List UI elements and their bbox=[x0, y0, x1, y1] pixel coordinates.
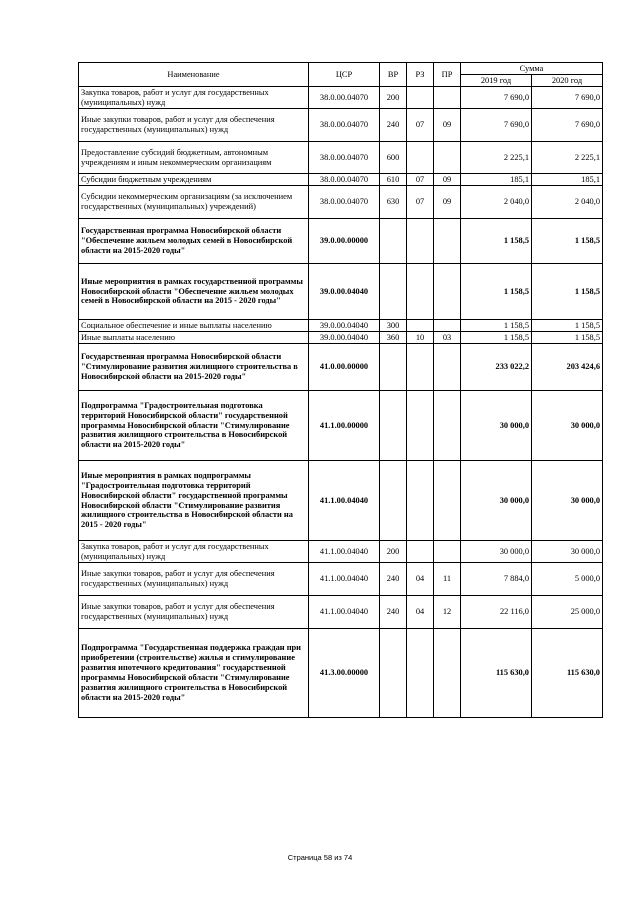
row-2020-value-cell: 30 000,0 bbox=[532, 461, 603, 541]
row-pr-cell: 09 bbox=[434, 186, 461, 219]
table-row bbox=[79, 344, 603, 391]
row-name-cell: Подпрограмма "Градостроительная подготовка территорий Новосибирской области" государственной программы Новосибирской области "Стимулирование развития жилищного строительства в Новосибирской области на 2015-2020 годы" bbox=[79, 391, 309, 461]
row-2019-value-cell: 7 690,0 bbox=[461, 109, 532, 142]
row-2020-value-cell: 185,1 bbox=[532, 174, 603, 186]
row-name-cell: Иные закупки товаров, работ и услуг для обеспечения государственных (муниципальных) нужд bbox=[79, 596, 309, 629]
row-vr-cell bbox=[380, 264, 407, 320]
row-vr-cell bbox=[380, 219, 407, 264]
row-csr-cell: 41.1.00.04040 bbox=[309, 541, 380, 563]
row-rz-cell: 10 bbox=[407, 332, 434, 344]
row-name-cell: Социальное обеспечение и иные выплаты населению bbox=[79, 320, 309, 332]
row-rz-cell bbox=[407, 219, 434, 264]
row-pr-cell: 03 bbox=[434, 332, 461, 344]
table-row bbox=[79, 320, 603, 332]
row-csr-cell: 38.0.00.04070 bbox=[309, 109, 380, 142]
table-row bbox=[79, 461, 603, 541]
row-2020-value-cell: 115 630,0 bbox=[532, 629, 603, 718]
row-2020-value-cell: 30 000,0 bbox=[532, 541, 603, 563]
table-row bbox=[79, 391, 603, 461]
row-csr-cell: 39.0.00.00000 bbox=[309, 219, 380, 264]
row-name-cell: Закупка товаров, работ и услуг для государственных (муниципальных) нужд bbox=[79, 87, 309, 109]
row-name-cell: Субсидии бюджетным учреждениям bbox=[79, 174, 309, 186]
row-name-cell: Иные закупки товаров, работ и услуг для обеспечения государственных (муниципальных) нужд bbox=[79, 109, 309, 142]
table-row bbox=[79, 109, 603, 142]
row-2019-value-cell: 185,1 bbox=[461, 174, 532, 186]
table-row bbox=[79, 541, 603, 563]
row-csr-cell: 41.1.00.04040 bbox=[309, 596, 380, 629]
row-2019-value-cell: 7 690,0 bbox=[461, 87, 532, 109]
row-2019-value-cell: 1 158,5 bbox=[461, 264, 532, 320]
table-row bbox=[79, 264, 603, 320]
table-row bbox=[79, 219, 603, 264]
row-2019-value-cell: 30 000,0 bbox=[461, 541, 532, 563]
row-name-cell: Иные выплаты населению bbox=[79, 332, 309, 344]
row-pr-cell bbox=[434, 629, 461, 718]
row-2020-value-cell: 1 158,5 bbox=[532, 320, 603, 332]
row-2019-value-cell: 2 040,0 bbox=[461, 186, 532, 219]
row-vr-cell: 200 bbox=[380, 541, 407, 563]
header-csr: ЦСР bbox=[309, 63, 380, 87]
row-pr-cell bbox=[434, 264, 461, 320]
row-2020-value-cell: 1 158,5 bbox=[532, 332, 603, 344]
row-2020-value-cell: 5 000,0 bbox=[532, 563, 603, 596]
row-vr-cell: 200 bbox=[380, 87, 407, 109]
row-vr-cell: 240 bbox=[380, 109, 407, 142]
row-csr-cell: 39.0.00.04040 bbox=[309, 332, 380, 344]
row-name-cell: Государственная программа Новосибирской области "Стимулирование развития жилищного строительства в Новосибирской области на 2015-2020 годы" bbox=[79, 344, 309, 391]
table-row bbox=[79, 142, 603, 174]
row-2020-value-cell: 2 225,1 bbox=[532, 142, 603, 174]
header-vr: ВР bbox=[380, 63, 407, 87]
header-year-2020: 2020 год bbox=[532, 75, 603, 87]
row-2020-value-cell: 25 000,0 bbox=[532, 596, 603, 629]
row-vr-cell: 600 bbox=[380, 142, 407, 174]
row-vr-cell: 300 bbox=[380, 320, 407, 332]
table-row bbox=[79, 87, 603, 109]
row-csr-cell: 39.0.00.04040 bbox=[309, 264, 380, 320]
row-pr-cell bbox=[434, 391, 461, 461]
row-csr-cell: 41.1.00.04040 bbox=[309, 563, 380, 596]
table-body bbox=[79, 87, 603, 718]
row-rz-cell: 07 bbox=[407, 186, 434, 219]
row-rz-cell bbox=[407, 142, 434, 174]
row-csr-cell: 38.0.00.04070 bbox=[309, 87, 380, 109]
table-row bbox=[79, 174, 603, 186]
row-name-cell: Государственная программа Новосибирской области "Обеспечение жильем молодых семей в Новосибирской области на 2015-2020 годы" bbox=[79, 219, 309, 264]
row-rz-cell: 04 bbox=[407, 596, 434, 629]
row-csr-cell: 38.0.00.04070 bbox=[309, 186, 380, 219]
row-rz-cell: 07 bbox=[407, 109, 434, 142]
row-name-cell: Подпрограмма "Государственная поддержка граждан при приобретении (строительстве) жилья и стимулирование развития ипотечного кредитования" государственной программы Новосибирской области "Стимулирование развития жилищного строительства в Новосибирской области на 2015-2020 годы" bbox=[79, 629, 309, 718]
row-rz-cell bbox=[407, 629, 434, 718]
row-pr-cell: 12 bbox=[434, 596, 461, 629]
header-pr: ПР bbox=[434, 63, 461, 87]
row-vr-cell bbox=[380, 461, 407, 541]
table-row bbox=[79, 596, 603, 629]
header-name: Наименование bbox=[79, 63, 309, 87]
page-number: Страница 58 из 74 bbox=[287, 853, 353, 862]
row-name-cell: Субсидии некоммерческим организациям (за исключением государственных (муниципальных) учреждений) bbox=[79, 186, 309, 219]
table-row bbox=[79, 332, 603, 344]
row-2019-value-cell: 22 116,0 bbox=[461, 596, 532, 629]
row-2020-value-cell: 203 424,6 bbox=[532, 344, 603, 391]
row-2020-value-cell: 2 040,0 bbox=[532, 186, 603, 219]
table-row bbox=[79, 186, 603, 219]
row-csr-cell: 38.0.00.04070 bbox=[309, 174, 380, 186]
row-2020-value-cell: 30 000,0 bbox=[532, 391, 603, 461]
row-pr-cell: 11 bbox=[434, 563, 461, 596]
row-csr-cell: 38.0.00.04070 bbox=[309, 142, 380, 174]
row-rz-cell bbox=[407, 320, 434, 332]
row-pr-cell bbox=[434, 461, 461, 541]
row-csr-cell: 41.3.00.00000 bbox=[309, 629, 380, 718]
row-pr-cell: 09 bbox=[434, 174, 461, 186]
row-2020-value-cell: 7 690,0 bbox=[532, 109, 603, 142]
row-csr-cell: 41.1.00.04040 bbox=[309, 461, 380, 541]
row-2019-value-cell: 30 000,0 bbox=[461, 391, 532, 461]
row-rz-cell bbox=[407, 87, 434, 109]
row-2019-value-cell: 2 225,1 bbox=[461, 142, 532, 174]
row-2020-value-cell: 7 690,0 bbox=[532, 87, 603, 109]
row-2019-value-cell: 7 884,0 bbox=[461, 563, 532, 596]
row-name-cell: Иные мероприятия в рамках подпрограммы "Градостроительная подготовка территорий Новосибирской области" государственной программы Новосибирской области "Стимулирование развития жилищного строительства в Новосибирской области на 2015 - 2020 годы" bbox=[79, 461, 309, 541]
header-sum: Сумма bbox=[461, 63, 603, 75]
row-rz-cell bbox=[407, 344, 434, 391]
row-name-cell: Закупка товаров, работ и услуг для государственных (муниципальных) нужд bbox=[79, 541, 309, 563]
row-name-cell: Предоставление субсидий бюджетным, автономным учреждениям и иным некоммерческим организациям bbox=[79, 142, 309, 174]
table-row bbox=[79, 629, 603, 718]
row-vr-cell: 630 bbox=[380, 186, 407, 219]
row-rz-cell bbox=[407, 264, 434, 320]
row-vr-cell: 240 bbox=[380, 563, 407, 596]
row-pr-cell bbox=[434, 320, 461, 332]
table-row bbox=[79, 563, 603, 596]
row-csr-cell: 41.1.00.00000 bbox=[309, 391, 380, 461]
row-rz-cell bbox=[407, 541, 434, 563]
row-2019-value-cell: 1 158,5 bbox=[461, 320, 532, 332]
header-rz: РЗ bbox=[407, 63, 434, 87]
row-rz-cell: 04 bbox=[407, 563, 434, 596]
row-vr-cell: 360 bbox=[380, 332, 407, 344]
row-pr-cell bbox=[434, 344, 461, 391]
row-csr-cell: 41.0.00.00000 bbox=[309, 344, 380, 391]
row-vr-cell bbox=[380, 629, 407, 718]
row-name-cell: Иные мероприятия в рамках государственной программы Новосибирской области "Обеспечение жильем молодых семей в Новосибирской области на 2015 - 2020 годы" bbox=[79, 264, 309, 320]
row-2019-value-cell: 1 158,5 bbox=[461, 332, 532, 344]
row-rz-cell bbox=[407, 391, 434, 461]
row-pr-cell bbox=[434, 87, 461, 109]
row-2019-value-cell: 233 022,2 bbox=[461, 344, 532, 391]
row-2020-value-cell: 1 158,5 bbox=[532, 219, 603, 264]
row-rz-cell: 07 bbox=[407, 174, 434, 186]
row-pr-cell bbox=[434, 541, 461, 563]
row-pr-cell bbox=[434, 142, 461, 174]
row-pr-cell: 09 bbox=[434, 109, 461, 142]
row-2019-value-cell: 1 158,5 bbox=[461, 219, 532, 264]
budget-table bbox=[78, 62, 603, 718]
row-vr-cell: 610 bbox=[380, 174, 407, 186]
row-rz-cell bbox=[407, 461, 434, 541]
row-2019-value-cell: 30 000,0 bbox=[461, 461, 532, 541]
row-vr-cell: 240 bbox=[380, 596, 407, 629]
row-vr-cell bbox=[380, 391, 407, 461]
row-vr-cell bbox=[380, 344, 407, 391]
row-pr-cell bbox=[434, 219, 461, 264]
row-2020-value-cell: 1 158,5 bbox=[532, 264, 603, 320]
header-year-2019: 2019 год bbox=[461, 75, 532, 87]
row-csr-cell: 39.0.00.04040 bbox=[309, 320, 380, 332]
row-2019-value-cell: 115 630,0 bbox=[461, 629, 532, 718]
row-name-cell: Иные закупки товаров, работ и услуг для обеспечения государственных (муниципальных) нужд bbox=[79, 563, 309, 596]
